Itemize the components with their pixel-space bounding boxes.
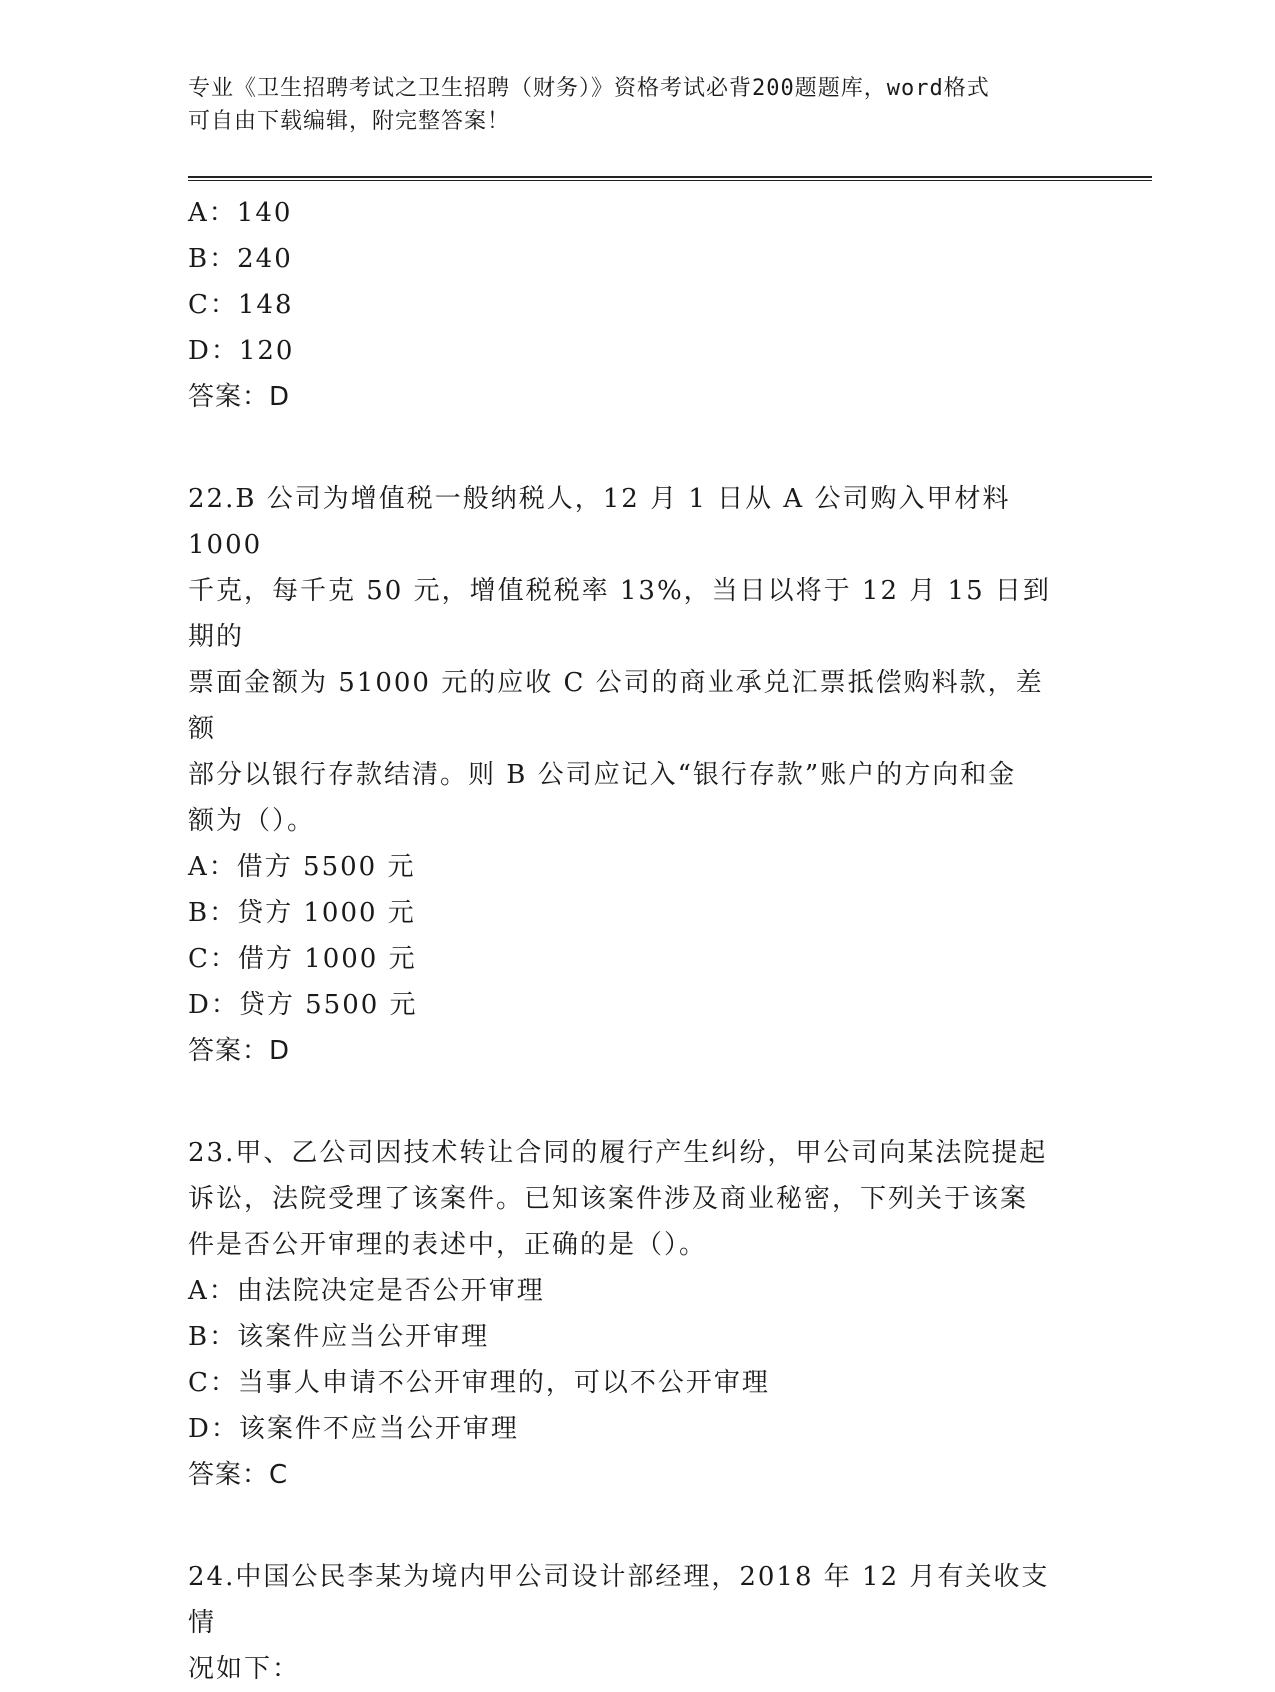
option-d: D：120 [188, 336, 295, 366]
answer-line: 答案：D [188, 382, 291, 412]
option-a: A：140 [188, 198, 293, 228]
option-b: B：该案件应当公开审理 [188, 1322, 490, 1352]
header-line-1: 专业《卫生招聘考试之卫生招聘（财务）》资格考试必背200题题库，word格式 [188, 76, 990, 101]
question-text [188, 1554, 1068, 1692]
question-block-23 [188, 1130, 1088, 1498]
answer-line: 答案：D [188, 1036, 291, 1066]
spacer [188, 420, 1088, 476]
question-line: 23.甲、乙公司因技术转让合同的履行产生纠纷，甲公司向某法院提起 [188, 1138, 1048, 1168]
option-a: A：由法院决定是否公开审理 [188, 1276, 545, 1306]
spacer [188, 1498, 1088, 1554]
question-text [188, 1130, 1068, 1268]
question-line: 诉讼，法院受理了该案件。已知该案件涉及商业秘密，下列关于该案 [188, 1184, 1029, 1214]
option-c: C：148 [188, 290, 294, 320]
option-d: D：贷方 5500 元 [188, 990, 418, 1020]
question-line: 额为（）。 [188, 806, 316, 836]
question-block-22 [188, 476, 1088, 1074]
question-line: 千克，每千克 50 元，增值税税率 13%，当日以将于 12 月 15 日到期的 [188, 576, 1051, 652]
option-a: A：借方 5500 元 [188, 852, 416, 882]
header-divider [188, 176, 1152, 181]
question-block-21 [188, 190, 1088, 420]
question-line: 部分以银行存款结清。则 B 公司应记入“银行存款”账户的方向和金 [188, 760, 1017, 790]
question-line: 况如下： [188, 1654, 301, 1684]
answer-line: 答案：C [188, 1460, 289, 1490]
question-line: 件是否公开审理的表述中，正确的是（）。 [188, 1230, 708, 1260]
option-b: B：贷方 1000 元 [188, 898, 416, 928]
question-line: 22.B 公司为增值税一般纳税人，12 月 1 日从 A 公司购入甲材料 1000 [188, 484, 1011, 560]
option-d: D：该案件不应当公开审理 [188, 1414, 519, 1444]
question-line: 24.中国公民李某为境内甲公司设计部经理，2018 年 12 月有关收支情 [188, 1562, 1050, 1638]
spacer [188, 1074, 1088, 1130]
page-header [188, 72, 1068, 138]
question-block-24 [188, 1554, 1088, 1692]
option-c: C：当事人申请不公开审理的，可以不公开审理 [188, 1368, 770, 1398]
question-text [188, 476, 1068, 844]
question-line: 票面金额为 51000 元的应收 C 公司的商业承兑汇票抵偿购料款，差额 [188, 668, 1044, 744]
option-c: C：借方 1000 元 [188, 944, 417, 974]
header-line-2: 可自由下载编辑，附完整答案！ [188, 109, 511, 134]
option-b: B：240 [188, 244, 293, 274]
document-body [188, 190, 1088, 1692]
